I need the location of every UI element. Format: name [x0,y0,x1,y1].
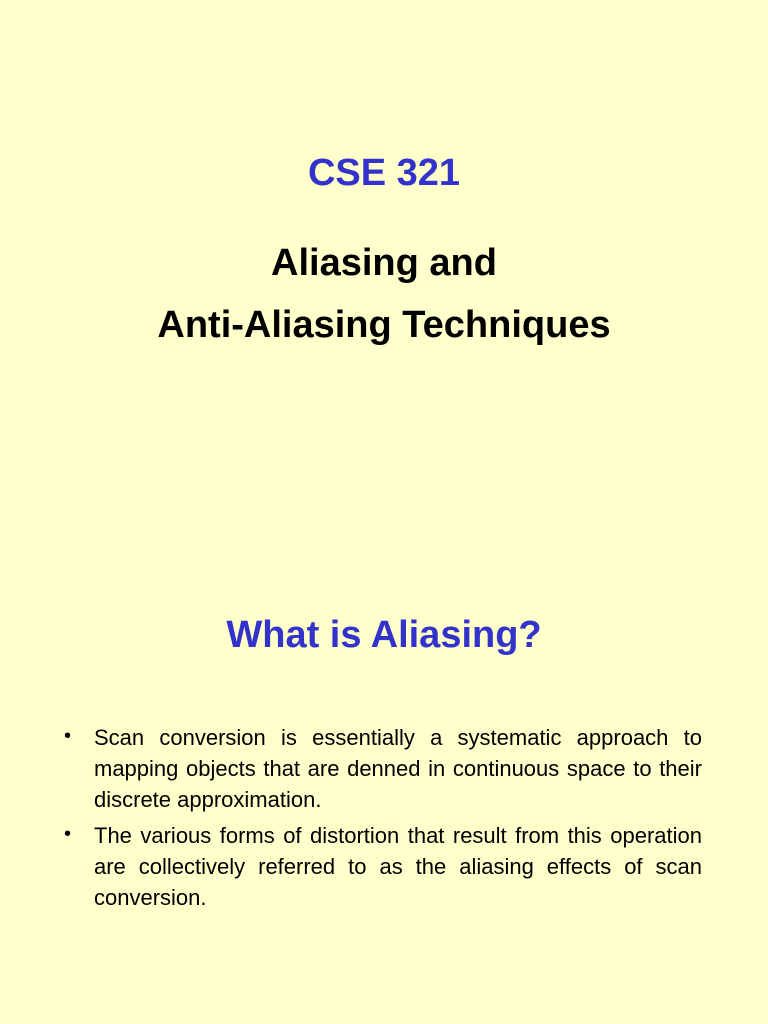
title-line-2: Anti-Aliasing Techniques [157,304,611,346]
bullet-icon: • [64,725,72,747]
section-heading: What is Aliasing? [226,614,542,656]
bullet-text: Scan conversion is essentially a systematic approach to mapping objects that are denned in continuous space to their discrete approximation. [94,725,702,812]
course-code: CSE 321 [307,152,461,194]
bullet-item [62,820,702,913]
title-line-1: Aliasing and [271,242,497,284]
content-slide [0,512,768,1024]
bullet-icon: • [64,823,72,845]
bullet-text: The various forms of distortion that result from this operation are collectively referred to as the aliasing effects of scan conversion. [94,823,702,910]
bullet-item [62,722,702,815]
bullet-list [62,722,702,918]
